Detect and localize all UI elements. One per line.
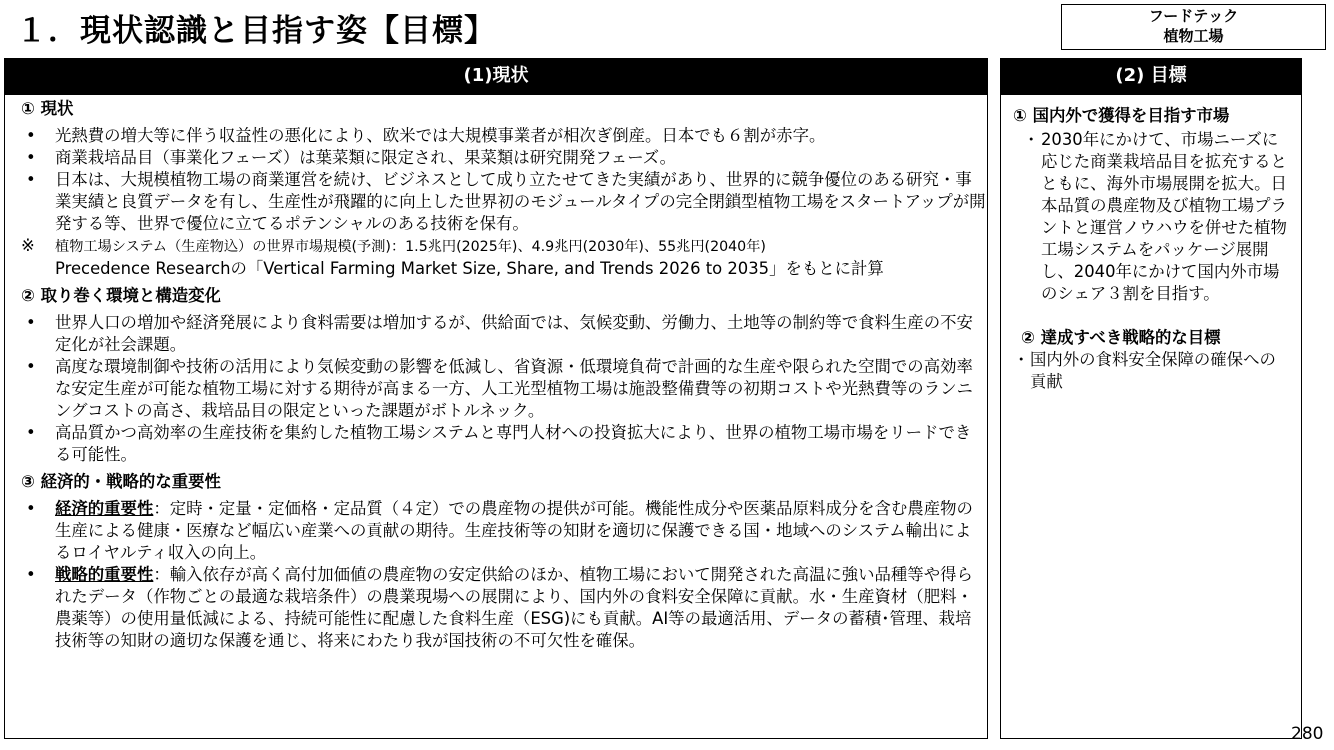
page-title: １．現状認識と目指す姿【目標】 — [16, 13, 496, 49]
current-status-panel — [4, 58, 988, 739]
current-status-body — [5, 95, 987, 652]
current-bullet-list — [21, 125, 987, 280]
section-heading-target-market: ① 国内外で獲得を目指す市場 — [1013, 106, 1230, 125]
list-item: • 世界人口の増加や経済発展により食料需要は増加するが、供給面では、気候変動、労働力、土地等の制約等で食料生産の不安定化が社会課題。 — [21, 312, 987, 356]
market-size-note-figures: 植物工場システム（生産物込）の世界市場規模(予測)：1.5兆円(2025年)、4.9兆円(2030年)、55兆円(2040年) — [55, 239, 766, 255]
market-size-note-source: Precedence Researchの「Vertical Farming Market Size, Share, and Trends 2026 to 2035」をもとに計算 — [55, 259, 884, 278]
page-number: 280 — [1291, 724, 1324, 744]
section-heading-environment: ② 取り巻く環境と構造変化 — [21, 286, 221, 305]
list-item: • 高度な環境制御や技術の活用により気候変動の影響を低減し、省資源・低環境負荷で計画的な生産や限られた空間での高効率な安定生産が可能な植物工場に対する期待が高まる一方、人工光型植物工場は施設整備費等の初期コストや光熱費等のランニングコストの高さ、栽培品目の限定といった課題がボトルネック。 — [21, 356, 987, 422]
list-item — [21, 564, 987, 652]
category-tag-line1: フードテック — [1148, 7, 1239, 25]
list-item: • 商業栽培品目（事業化フェーズ）は葉菜類に限定され、果菜類は研究開発フェーズ。 — [21, 147, 987, 169]
goals-panel — [1000, 58, 1302, 739]
list-item — [21, 498, 987, 564]
section-heading-importance: ③ 経済的・戦略的な重要性 — [21, 472, 221, 491]
economic-importance-label: 経済的重要性 — [55, 499, 154, 518]
importance-bullet-list — [21, 498, 987, 652]
target-market-item — [1013, 129, 1291, 305]
list-item: • 日本は、大規模植物工場の商業運営を続け、ビジネスとして成り立たせてきた実績があり、世界的に競争優位のある研究・事業実績と良質データを有し、生産性が飛躍的に向上した世界初のモジュールタイプの完全閉鎖型植物工場をスタートアップが開発する等、世界で優位に立てるポテンシャルのある技術を保有。 — [21, 169, 987, 235]
current-status-header: (1)現状 — [5, 59, 987, 95]
category-tag-line2: 植物工場 — [1163, 27, 1224, 45]
goals-body — [1001, 95, 1301, 393]
strategic-importance-text: ：輸入依存が高く高付加価値の農産物の安定供給のほか、植物工場において開発された高温に強い品種等や得られたデータ（作物ごとの最適な栽培条件）の農業現場への展開により、国内外の食料安全保障に貢献。水・生産資材（肥料・農薬等）の使用量低減による、持続可能性に配慮した食料生産（ESG)にも貢献。AI等の最適活用、データの蓄積･管理、栽培技術等の知財の適切な保護を通じ、将来にわたり我が国技術の不可欠性を確保。 — [55, 565, 973, 650]
bullet-mark: ・ — [1013, 350, 1030, 369]
list-item: • 光熱費の増大等に伴う収益性の悪化により、欧米では大規模事業者が相次ぎ倒産。日本でも６割が赤字。 — [21, 125, 987, 147]
market-size-note — [21, 235, 987, 280]
list-item: • 高品質かつ高効率の生産技術を集約した植物工場システムと専門人材への投資拡大により、世界の植物工場市場をリードできる可能性。 — [21, 422, 987, 466]
environment-bullet-list — [21, 312, 987, 466]
section-heading-current: ① 現状 — [21, 99, 74, 118]
strategic-goal-text: 国内外の食料安全保障の確保への貢献 — [1030, 350, 1276, 391]
goals-header: (2) 目標 — [1001, 59, 1301, 95]
section-heading-strategic-goal: ② 達成すべき戦略的な目標 — [1021, 328, 1221, 347]
strategic-goal-item — [1013, 349, 1291, 393]
strategic-importance-label: 戦略的重要性 — [55, 565, 154, 584]
target-market-text: 2030年にかけて、市場ニーズに応じた商業栽培品目を拡充するとともに、海外市場展開を拡大。日本品質の農産物及び植物工場プラントと運営ノウハウを併せた植物工場システムをパッケージ展開し、2040年にかけて国内外市場のシェア３割を目指す。 — [1041, 130, 1287, 303]
economic-importance-text: ：定時・定量・定価格・定品質（４定）での農産物の提供が可能。機能性成分や医薬品原料成分を含む農産物の生産による健康・医療など幅広い産業への貢献の期待。生産技術等の知財を適切に保護できる国・地域へのシステム輸出によるロイヤルティ収入の向上。 — [55, 499, 973, 562]
category-tag — [1061, 4, 1326, 50]
bullet-mark: ・ — [1023, 130, 1040, 149]
